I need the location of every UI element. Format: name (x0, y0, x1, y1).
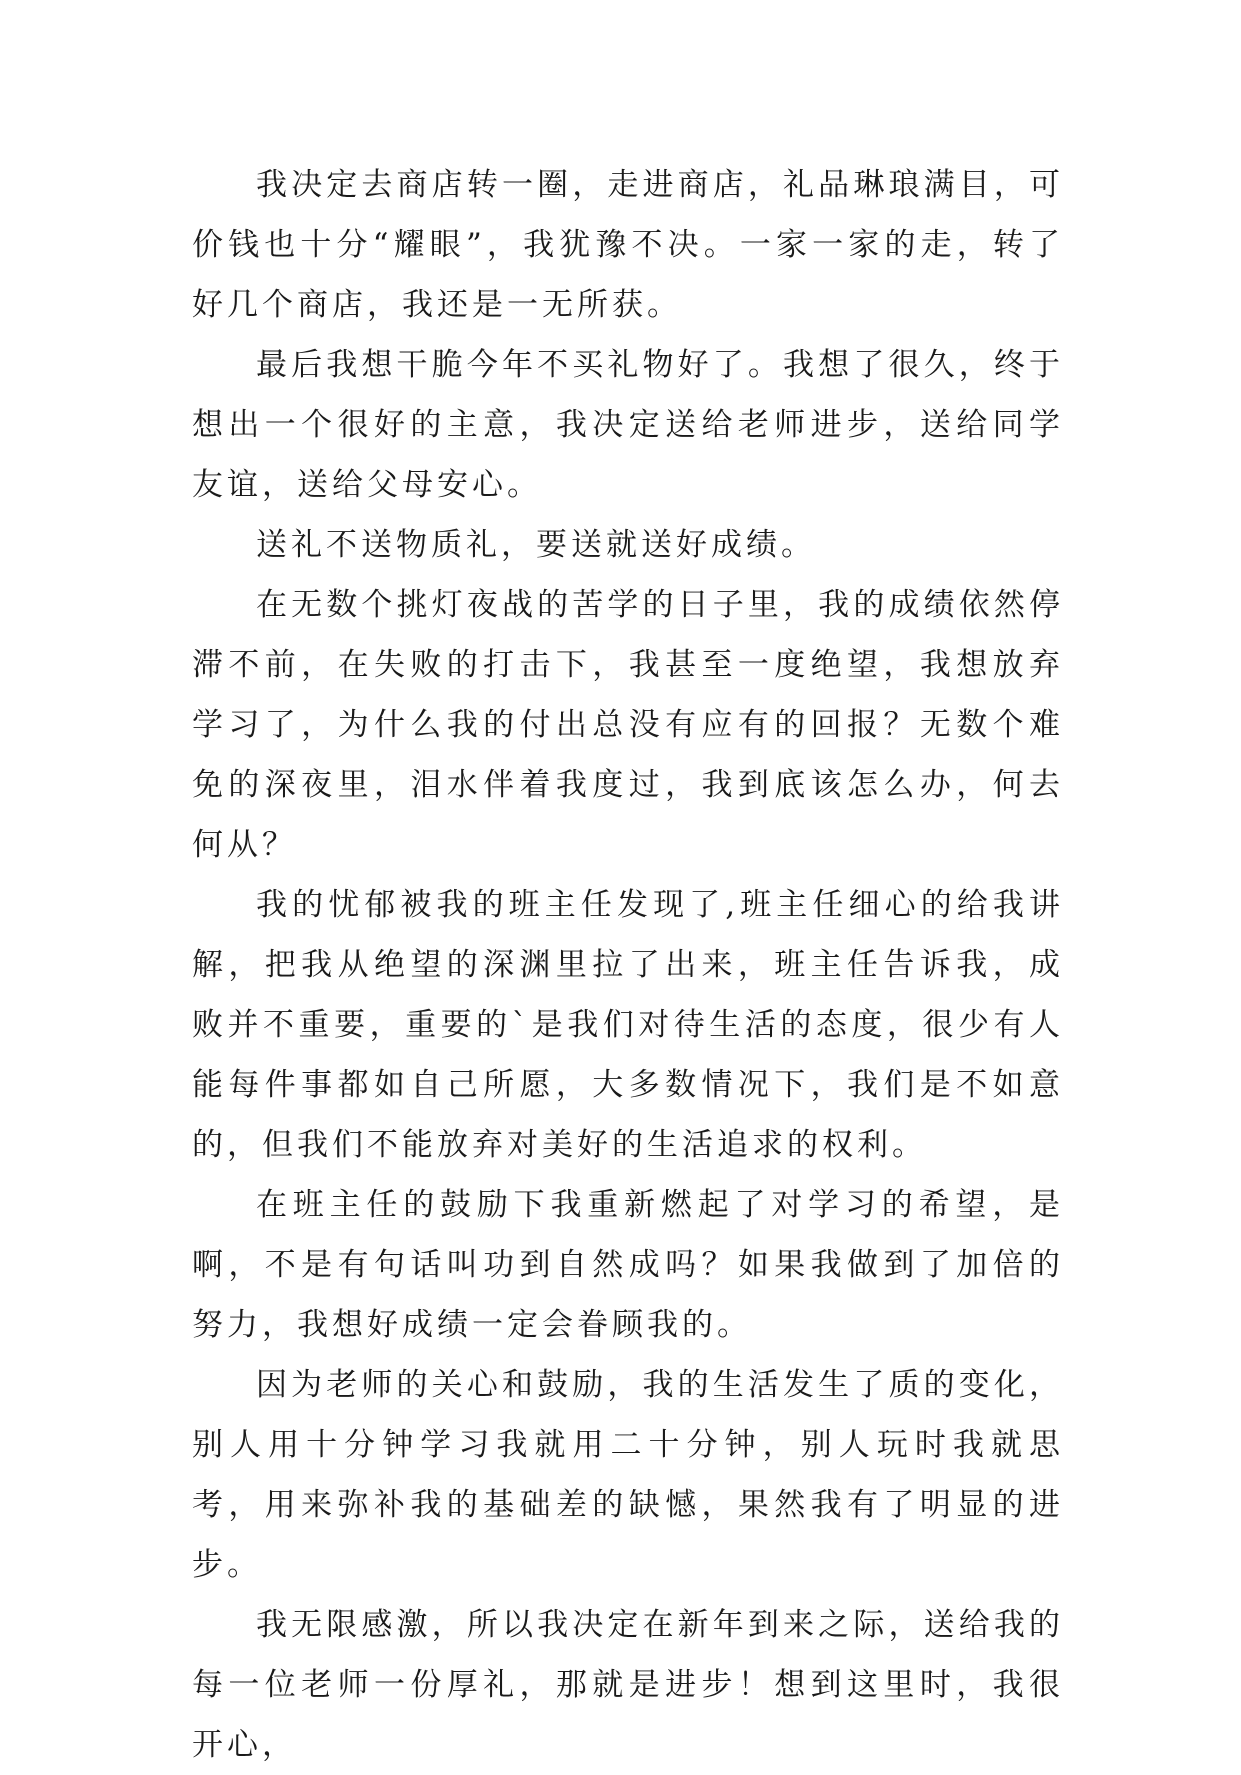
paragraph-3: 送礼不送物质礼，要送就送好成绩。 (256, 527, 816, 563)
paragraph-6: 在班主任的鼓励下我重新燃起了对学习的希望，是啊，不是有句话叫功到自然成吗？如果我做到了加倍的努力，我想好成绩一定会眷顾我的。 (192, 1187, 1064, 1343)
paragraph-1: 我决定去商店转一圈，走进商店，礼品琳琅满目，可价钱也十分“耀眼”，我犹豫不决。一家一家的走，转了好几个商店，我还是一无所获。 (192, 167, 1064, 323)
paragraph-8: 我无限感激，所以我决定在新年到来之际，送给我的每一位老师一份厚礼，那就是进步！想到这里时，我很开心， (192, 1607, 1064, 1763)
paragraph-7: 因为老师的关心和鼓励，我的生活发生了质的变化，别人用十分钟学习我就用二十分钟，别人玩时我就思考，用来弥补我的基础差的缺憾，果然我有了明显的进步。 (192, 1367, 1064, 1583)
paragraph-4: 在无数个挑灯夜战的苦学的日子里，我的成绩依然停滞不前，在失败的打击下，我甚至一度绝望，我想放弃学习了，为什么我的付出总没有应有的回报？无数个难免的深夜里，泪水伴着我度过，我到底该怎么办，何去何从？ (192, 587, 1064, 863)
paragraph-5: 我的忧郁被我的班主任发现了,班主任细心的给我讲解，把我从绝望的深渊里拉了出来，班主任告诉我，成败并不重要，重要的`是我们对待生活的态度，很少有人能每件事都如自己所愿，大多数情况下，我们是不如意的，但我们不能放弃对美好的生活追求的权利。 (192, 887, 1064, 1163)
document-body (192, 155, 1064, 1775)
paragraph-2: 最后我想干脆今年不买礼物好了。我想了很久，终于想出一个很好的主意，我决定送给老师进步，送给同学友谊，送给父母安心。 (192, 347, 1064, 503)
